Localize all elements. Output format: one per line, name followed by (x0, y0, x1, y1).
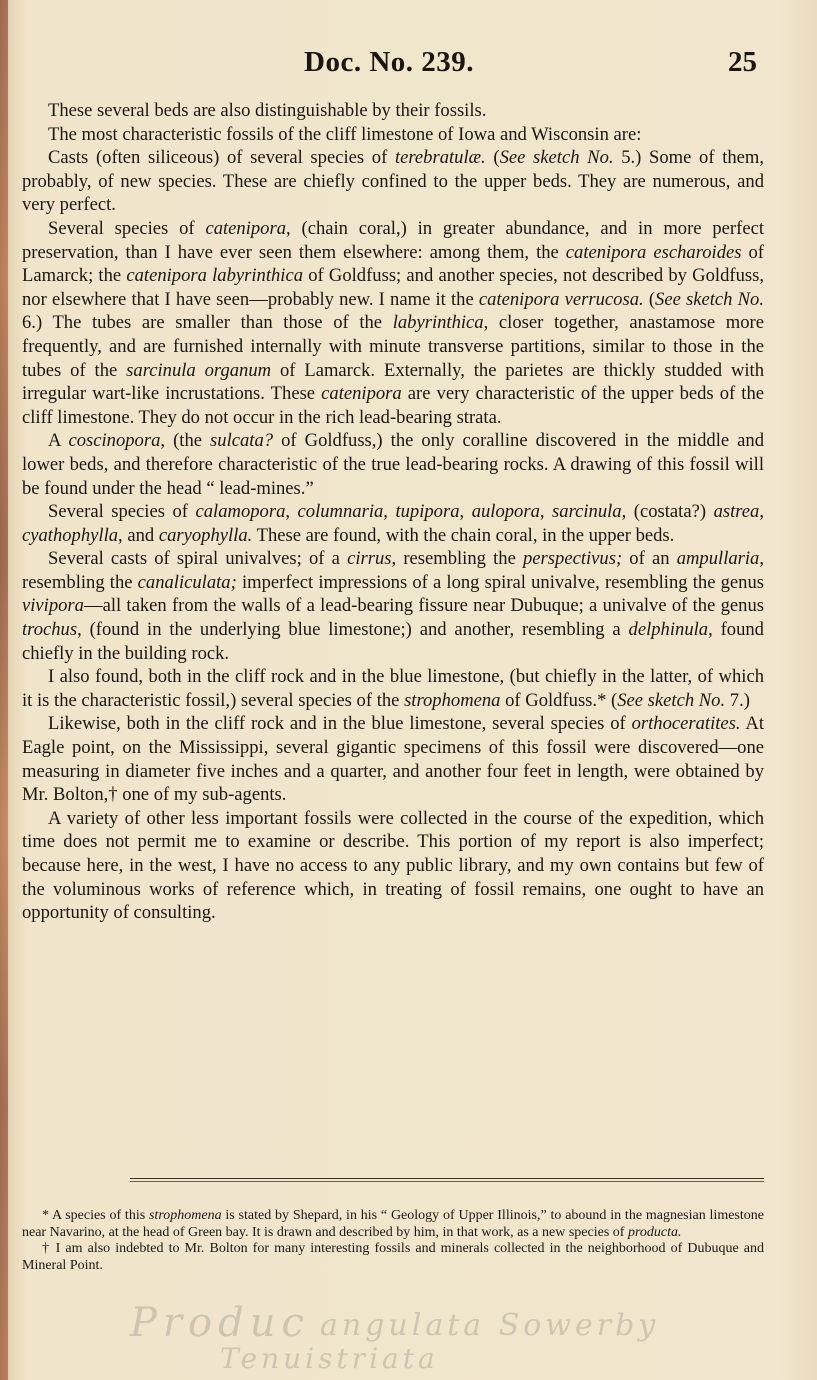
footnotes (22, 1208, 764, 1274)
paragraph-9: Likewise, both in the cliff rock and in the blue limestone, several species of orthoceratites. At Eagle point, on the Mississippi, several gigantic specimens of this fossil were discovered—one measuring in diameter five inches and a quarter, and another four feet in length, were obtained by Mr. Bolton,† one of my sub-agents. (22, 713, 764, 806)
running-header (0, 46, 817, 82)
italic-term: caryophylla. (158, 524, 253, 546)
italic-term: strophomena (404, 689, 501, 711)
italic-term: aulopora (471, 501, 540, 523)
italic-term: sarcinula organum (126, 359, 272, 381)
italic-term: See sketch No. (499, 147, 614, 169)
italic-term: trochus (22, 619, 78, 641)
italic-term: calamopora (195, 501, 286, 523)
paragraph-7: Several casts of spiral univalves; of a cirrus, resembling the perspectivus; of an ampullaria, resembling the canaliculata; imperfect impressions of a long spiral univalve, resembling the genus vivipora—all taken from the walls of a lead-bearing fissure near Dubuque; a univalve of the genus trochus, (found in the underlying blue limestone;) and another, resembling a delphinula, found chiefly in the building rock. (22, 548, 765, 664)
paragraph-6: Several species of calamopora, columnaria, tupipora, aulopora, sarcinula, (costata?) astrea, cyathophylla, and caryophylla. These are found, with the chain coral, in the upper beds. (22, 501, 765, 546)
italic-term: astrea (713, 501, 760, 523)
footnote-2: † I am also indebted to Mr. Bolton for many interesting fossils and minerals collected in the neighborhood of Dubuque and Mineral Point. (22, 1241, 764, 1273)
italic-term: See sketch No. (617, 689, 726, 711)
paragraph-3: Casts (often siliceous) of several species of terebratulæ. (See sketch No. 5.) Some of them, probably, of new species. These are chiefly confined to the upper beds. They are numerous, and very perfect. (22, 147, 765, 216)
paragraph-5: A coscinopora, (the sulcata? of Goldfuss,) the only coralline discovered in the middle and lower beds, and therefore characteristic of the true lead-bearing rocks. A drawing of this fossil will be found under the head “ lead-mines.” (22, 430, 764, 499)
footnote-rule-secondary (130, 1181, 764, 1182)
footnote-rule (130, 1178, 764, 1179)
pencil-annotation-2: angulata Sowerby (320, 1308, 660, 1343)
italic-term: cirrus (347, 548, 392, 570)
italic-term: columnaria (297, 501, 384, 523)
italic-term: terebratulæ. (394, 147, 486, 169)
italic-term: catenipora verrucosa. (478, 288, 644, 310)
italic-term: labyrinthica (392, 312, 484, 334)
italic-term: delphinula (628, 619, 709, 641)
pencil-annotation-3: Tenuistriata (220, 1342, 439, 1375)
footnote-1: * A species of this strophomena is stated by Shepard, in his “ Geology of Upper Illinois,” to abound in the magnesian limestone near Navarino, at the head of Green bay. It is drawn and described by him, in that work, as a new species of producta. (22, 1208, 764, 1240)
italic-term: See sketch No. (655, 288, 764, 310)
paragraph-8: I also found, both in the cliff rock and in the blue limestone, (but chiefly in the latter, of which it is the characteristic fossil,) several species of the strophomena of Goldfuss.* (See sketch No. 7.) (22, 666, 764, 711)
italic-term: perspectivus; (523, 548, 623, 570)
italic-term: ampullaria (676, 548, 760, 570)
italic-term: sarcinula (552, 501, 622, 523)
pencil-annotation-1: Produc (130, 1300, 310, 1346)
italic-term: vivipora (22, 595, 84, 617)
main-text (22, 99, 764, 925)
italic-term: cyathophylla (22, 524, 119, 546)
italic-term: producta. (627, 1224, 682, 1240)
page-number: 25 (728, 46, 757, 78)
italic-term: catenipora (321, 383, 402, 405)
paragraph-1: These several beds are also distinguishable by their fossils. (48, 100, 487, 121)
paragraph-10: A variety of other less important fossils were collected in the course of the expedition, which time does not permit me to examine or describe. This portion of my report is also imperfect; because here, in the west, I have no access to any public library, and my own contains but few of the voluminous works of reference which, in treating of fossil remains, one ought to have an opportunity of consulting. (22, 807, 764, 924)
italic-term: catenipora escharoides (565, 241, 742, 263)
italic-term: strophomena (148, 1208, 222, 1223)
italic-term: coscinopora (68, 430, 161, 452)
italic-term: sulcata? (210, 430, 274, 452)
italic-term: canaliculata; (137, 571, 237, 593)
book-spine-edge (0, 0, 8, 1380)
italic-term: orthoceratites. (631, 713, 741, 735)
paragraph-4: Several species of catenipora, (chain coral,) in greater abundance, and in more perfect preservation, than I have ever seen them elsewhere: among them, the catenipora escharoides of Lamarck; the catenipora labyrinthica of Goldfuss; and another species, not described by Goldfuss, nor elsewhere that I have seen—probably new. I name it the catenipora verrucosa. (See sketch No. 6.) The tubes are smaller than those of the labyrinthica, closer together, anastamose more frequently, and are furnished internally with minute transverse partitions, similar to those in the tubes of the sarcinula organum of Lamarck. Externally, the parietes are thickly studded with irregular wart-like incrustations. These catenipora are very characteristic of the upper beds of the cliff limestone. They do not occur in the rich lead-bearing strata. (22, 217, 764, 428)
italic-term: tupipora (395, 501, 460, 523)
italic-term: catenipora labyrinthica (126, 265, 304, 287)
document-label: Doc. No. 239. (304, 46, 475, 78)
paragraph-2: The most characteristic fossils of the cliff limestone of Iowa and Wisconsin are: (48, 123, 642, 145)
italic-term: catenipora (205, 217, 287, 239)
